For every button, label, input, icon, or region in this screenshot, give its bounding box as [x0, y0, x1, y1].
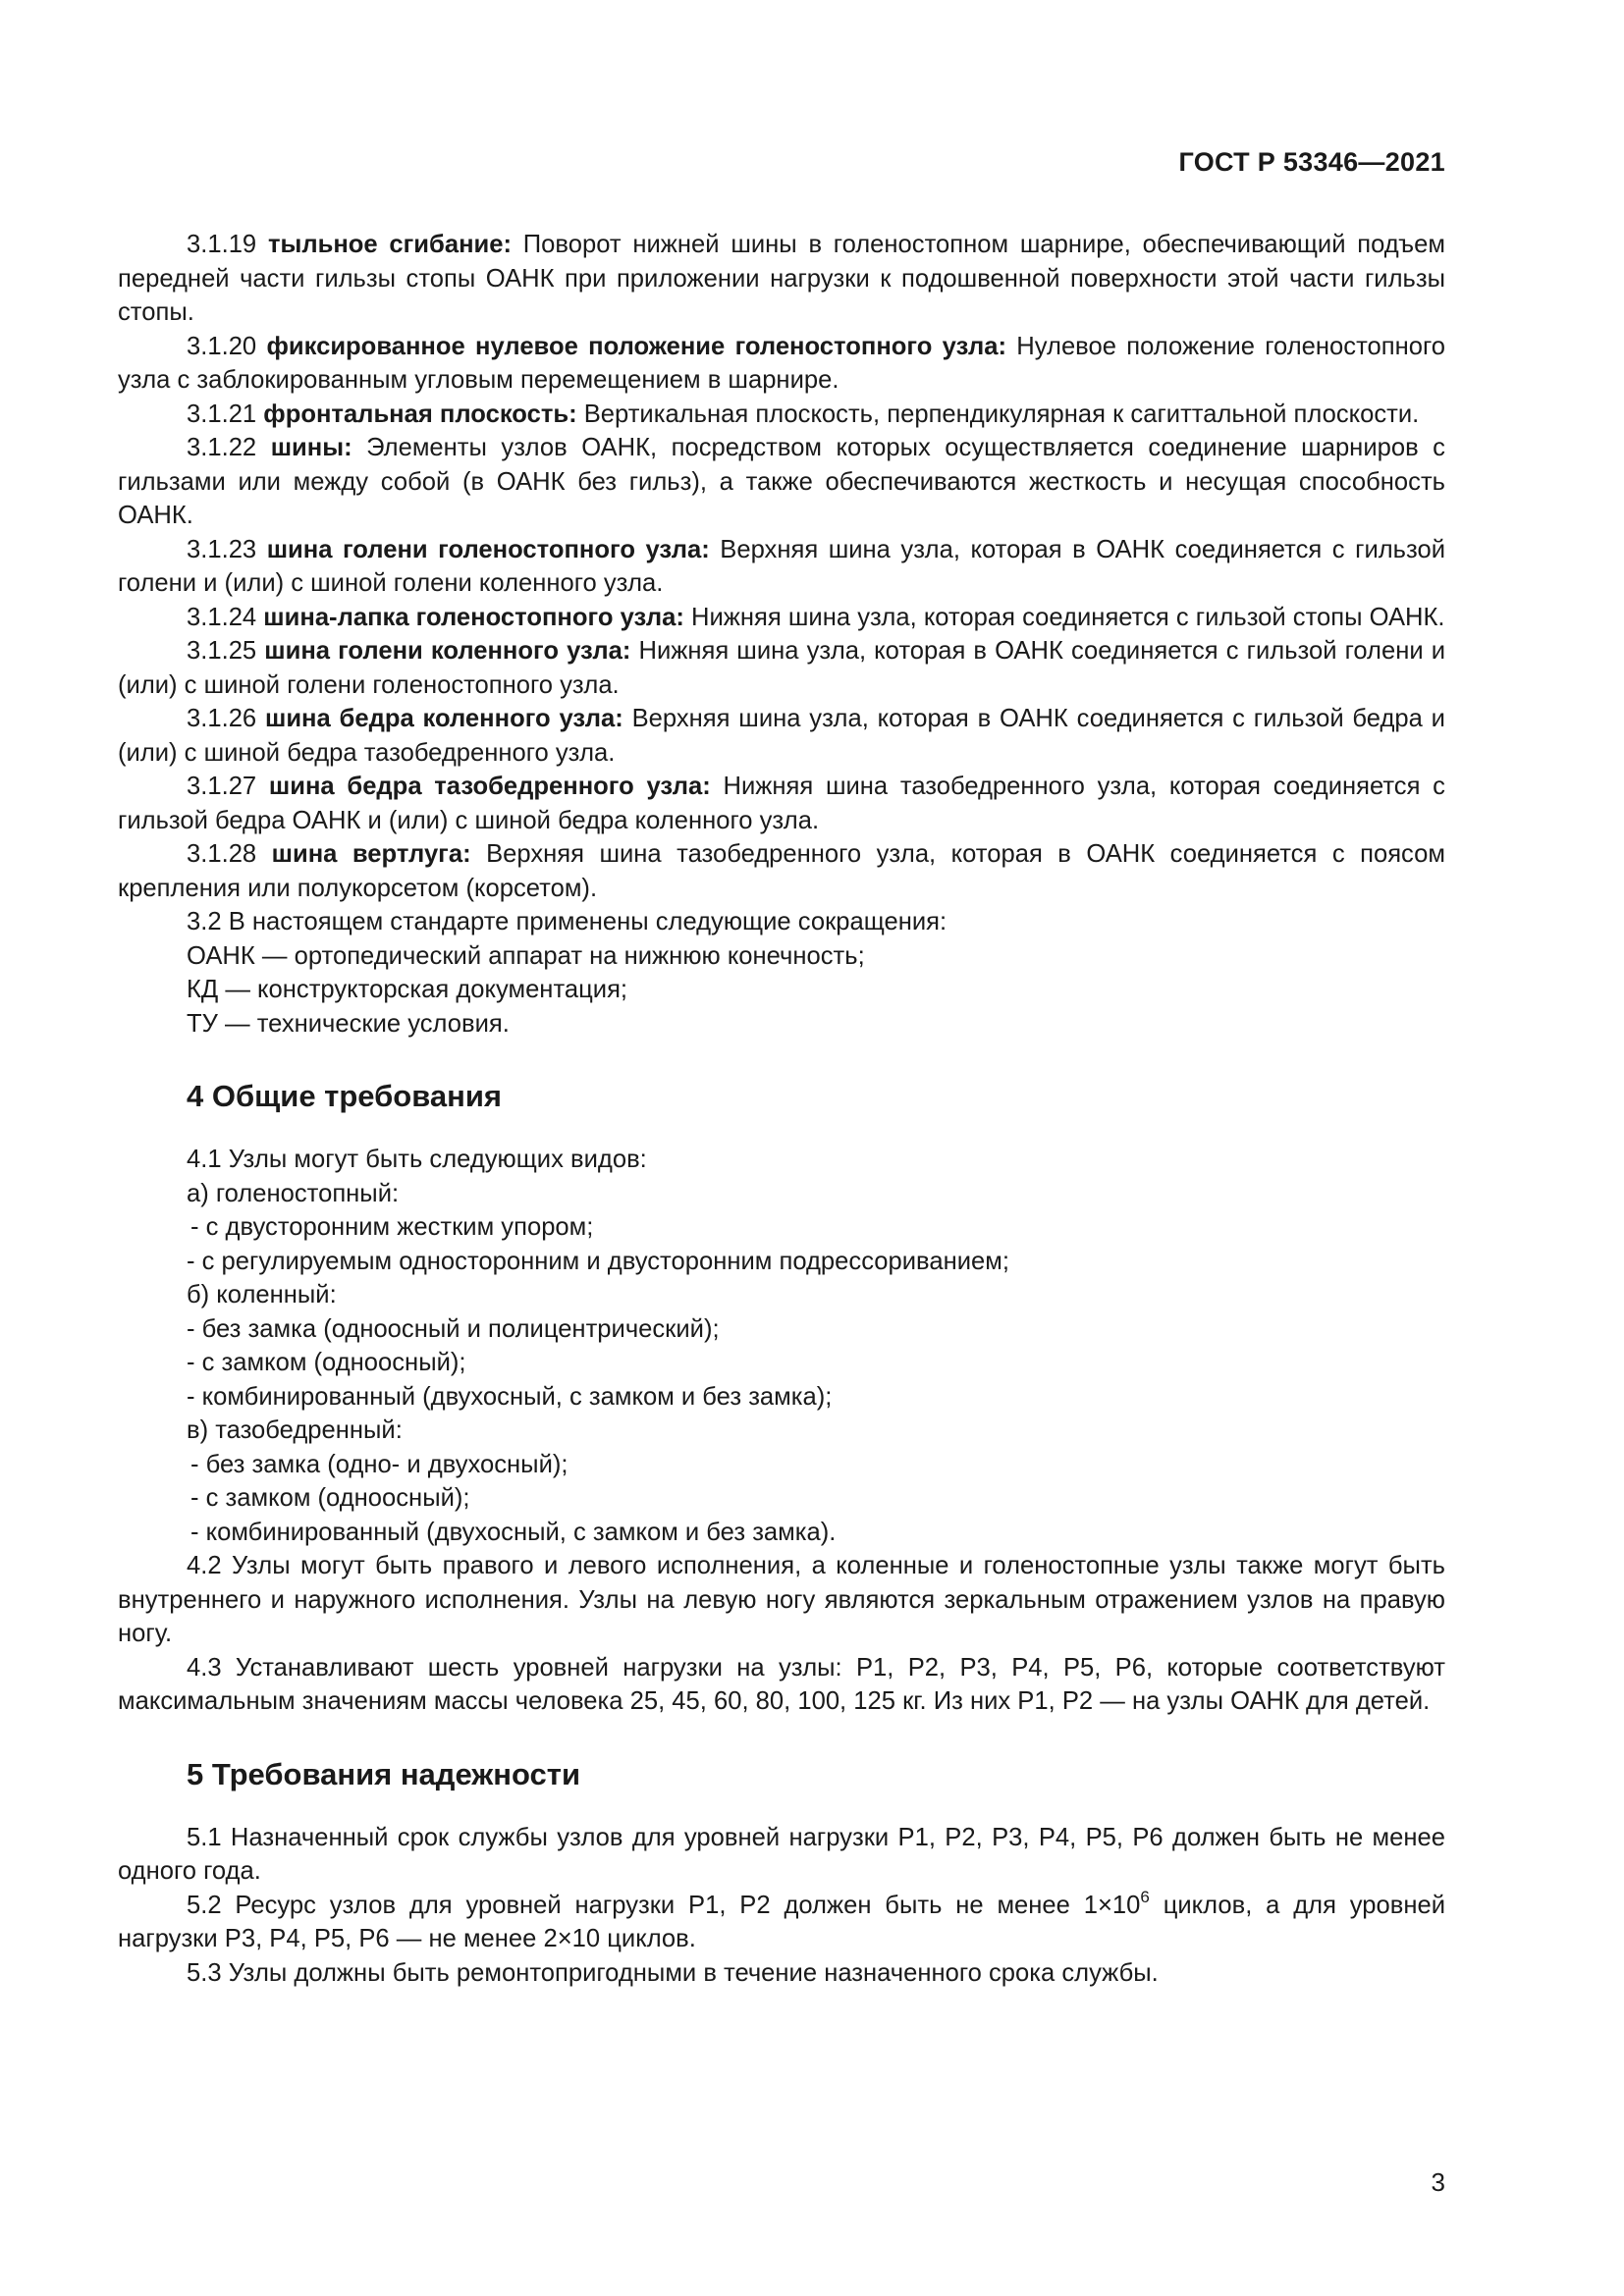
term-name: фиксированное нулевое положение голеностопного узла:: [266, 332, 1006, 360]
term-name: шины:: [270, 434, 352, 461]
abbreviation-item: ТУ — технические условия.: [187, 1009, 510, 1038]
term-definition: [118, 228, 1445, 330]
term-name: шина-лапка голеностопного узла:: [263, 603, 684, 631]
clause-5-1: 5.1 Назначенный срок службы узлов для уровней нагрузки Р1, Р2, Р3, Р4, Р5, Р6 должен быть не менее одного года.: [118, 1823, 1445, 1885]
term-name: шина голени голеностопного узла:: [266, 535, 710, 563]
abbreviation-item: ОАНК — ортопедический аппарат на нижнюю конечность;: [187, 941, 865, 970]
term-definition: [118, 533, 1445, 601]
term-text: Нулевое положение голеностопного узла с заблокированным угловым перемещением в шарнире.: [118, 332, 1445, 394]
list-item: а) голеностопный:: [187, 1179, 400, 1207]
term-definition: [118, 837, 1445, 905]
term-name: шина бедра тазобедренного узла:: [268, 773, 711, 800]
clause-5-2-part-2: циклов, а для уровней нагрузки Р3, Р4, Р5, Р6 — не менее 2×10 циклов.: [118, 1891, 1446, 1952]
section-5-heading: 5 Требования надежности: [187, 1756, 581, 1791]
term-number: 3.1.21: [187, 400, 257, 428]
list-item: б) коленный:: [187, 1281, 337, 1308]
term-name: тыльное сгибание:: [267, 231, 513, 258]
term-name: фронтальная плоскость:: [263, 400, 577, 428]
section-4-heading: 4 Общие требования: [187, 1079, 502, 1113]
abbreviations-intro: 3.2 В настоящем стандарте применены следующие сокращения:: [187, 908, 947, 935]
page-number: 3: [1431, 2167, 1445, 2197]
term-text: Вертикальная плоскость, перпендикулярная к сагиттальной плоскости.: [576, 400, 1420, 428]
term-text: Верхняя шина узла, которая в ОАНК соединяется с гильзой бедра и (или) с шиной бедра тазобедренного узла.: [118, 705, 1445, 767]
term-name: шина вертлуга:: [271, 840, 471, 868]
term-name: шина бедра коленного узла:: [264, 705, 623, 732]
node-types-list: [118, 1177, 1445, 1550]
term-number: 3.1.25: [187, 637, 257, 665]
list-item: - с замком (одноосный);: [187, 1349, 466, 1376]
term-number: 3.1.19: [187, 231, 257, 258]
term-text: Верхняя шина тазобедренного узла, которая в ОАНК соединяется с поясом крепления или полукорсетом (корсетом).: [118, 840, 1445, 902]
term-text: Нижняя шина тазобедренного узла, которая соединяется с гильзой бедра ОАНК и (или) с шиной бедра коленного узла.: [118, 773, 1445, 834]
term-number: 3.1.22: [187, 434, 257, 461]
term-definitions: [118, 228, 1445, 905]
term-number: 3.1.24: [187, 603, 257, 631]
term-definition: [118, 634, 1445, 702]
term-text: Нижняя шина узла, которая соединяется с гильзой стопы ОАНК.: [683, 603, 1445, 631]
clause-5-2-exponent: 6: [1140, 1887, 1150, 1906]
term-text: Элементы узлов ОАНК, посредством которых осуществляется соединение шарниров с гильзами или между собой (в ОАНК без гильз), а также обеспечиваются жесткость и несущая способность ОАНК.: [118, 434, 1445, 529]
list-item: - с регулируемым односторонним и двусторонним подрессориванием;: [187, 1247, 1009, 1275]
list-item: - с замком (одноосный);: [190, 1484, 470, 1512]
term-definition: [118, 398, 1445, 432]
term-number: 3.1.26: [187, 705, 257, 732]
clause-5-2-part-1: 5.2 Ресурс узлов для уровней нагрузки Р1, Р2 должен быть не менее 1×10: [187, 1891, 1141, 1919]
term-definition: [118, 330, 1445, 398]
term-definition: [118, 431, 1445, 533]
clause-4-2: 4.2 Узлы могут быть правого и левого исполнения, а коленные и голеностопные узлы также могут быть внутреннего и наружного исполнения. Узлы на левую ногу являются зеркальным отражением узлов на правую ногу.: [118, 1552, 1445, 1647]
term-name: шина голени коленного узла:: [264, 637, 631, 665]
list-item: - с двусторонним жестким упором;: [190, 1213, 594, 1241]
term-number: 3.1.28: [187, 840, 257, 868]
document-body: [118, 228, 1445, 1990]
term-number: 3.1.23: [187, 535, 257, 563]
term-definition: [118, 770, 1445, 837]
document-code-header: ГОСТ Р 53346—2021: [1178, 147, 1445, 177]
term-definition: [118, 702, 1445, 770]
clause-5-2: [118, 1889, 1445, 1956]
clause-5-3: 5.3 Узлы должны быть ремонтопригодными в течение назначенного срока службы.: [187, 1958, 1159, 1987]
term-text: Нижняя шина узла, которая в ОАНК соединяется с гильзой голени и (или) с шиной голени голеностопного узла.: [118, 637, 1446, 699]
clause-4-1: 4.1 Узлы могут быть следующих видов:: [187, 1146, 647, 1173]
term-number: 3.1.20: [187, 332, 257, 360]
list-item: - без замка (одноосный и полицентрический);: [187, 1314, 720, 1343]
term-text: Поворот нижней шины в голеностопном шарнире, обеспечивающий подъем передней части гильзы стопы ОАНК при приложении нагрузки к подошвенной поверхности этой части гильзы стопы.: [118, 231, 1445, 326]
list-item: в) тазобедренный:: [187, 1416, 403, 1444]
clause-4-3: 4.3 Устанавливают шесть уровней нагрузки на узлы: Р1, Р2, Р3, Р4, Р5, Р6, которые соответствуют максимальным значениям массы человека 25, 45, 60, 80, 100, 125 кг. Из них Р1, Р2 — на узлы ОАНК для детей.: [118, 1653, 1445, 1715]
list-item: - комбинированный (двухосный, с замком и без замка);: [187, 1382, 833, 1411]
term-text: Верхняя шина узла, которая в ОАНК соединяется с гильзой голени и (или) с шиной голени коленного узла.: [118, 535, 1445, 597]
abbreviation-item: КД — конструкторская документация;: [187, 976, 628, 1003]
list-item: - комбинированный (двухосный, с замком и без замка).: [190, 1518, 837, 1546]
term-definition: [118, 601, 1445, 635]
term-number: 3.1.27: [187, 773, 257, 800]
list-item: - без замка (одно- и двухосный);: [190, 1450, 568, 1478]
